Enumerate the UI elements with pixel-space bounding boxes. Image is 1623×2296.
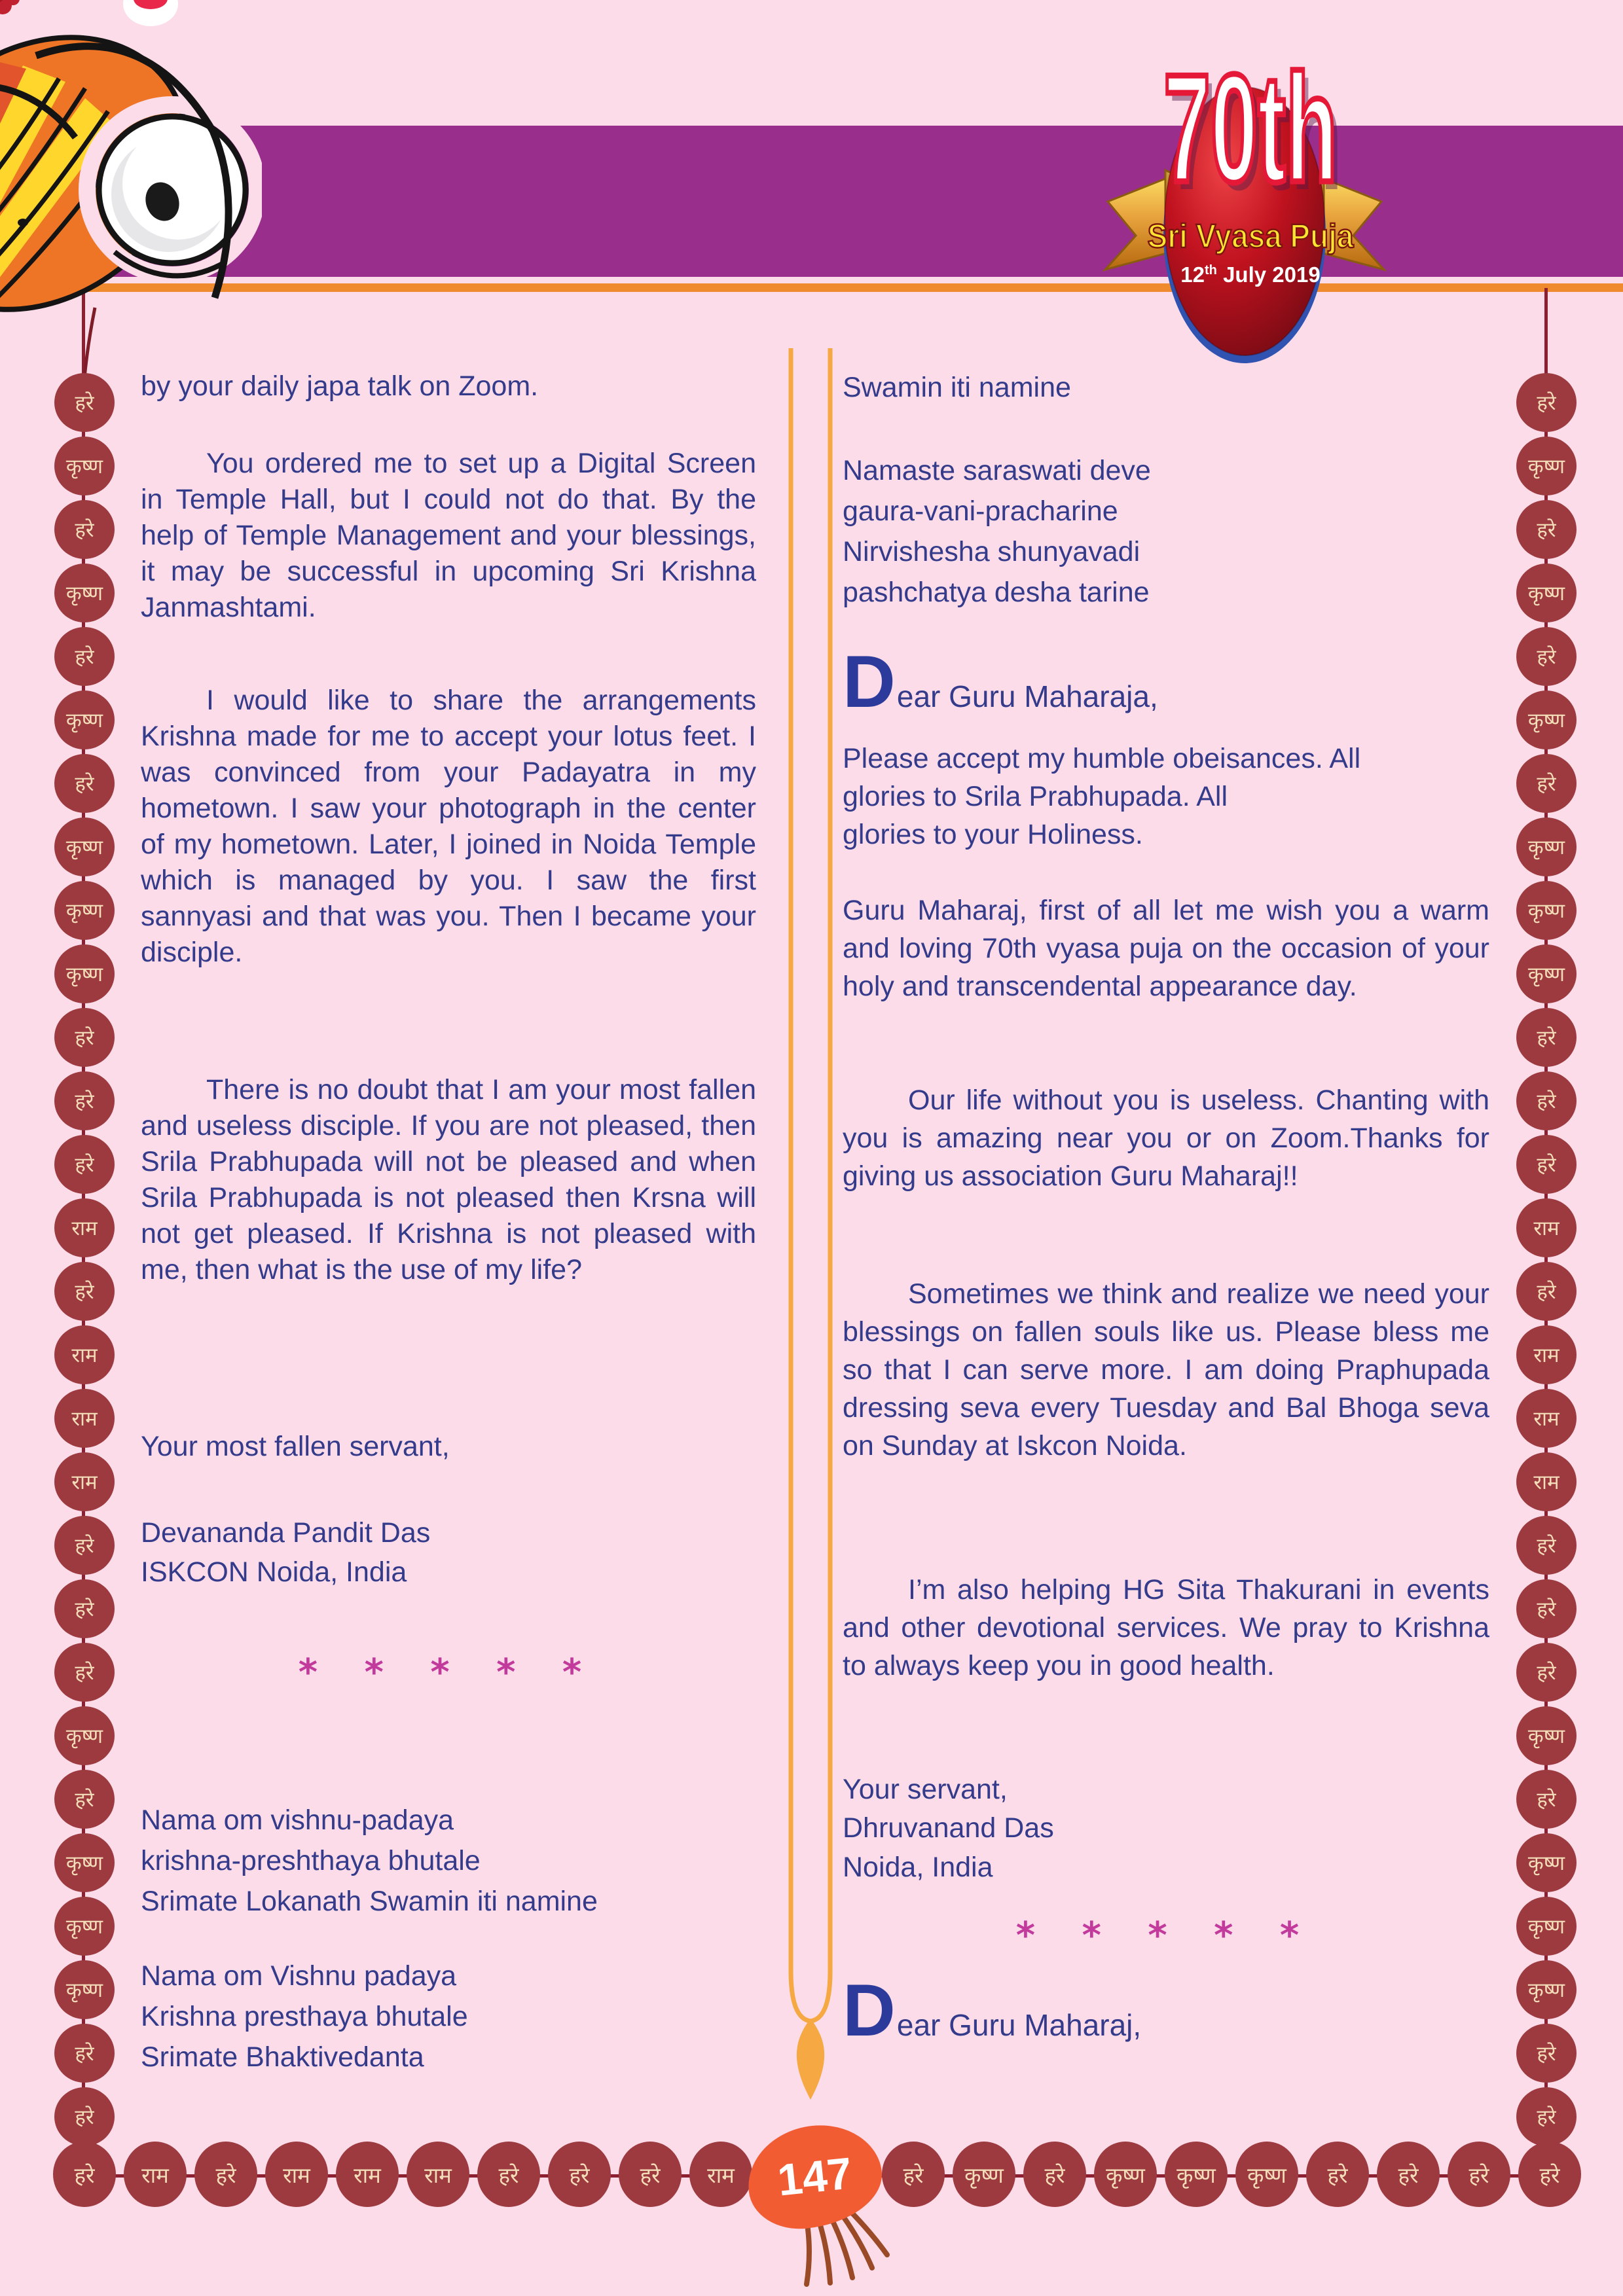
right-separator: * * * * * (1015, 1914, 1317, 1957)
mantra-bead: कृष्ण (1516, 881, 1577, 940)
bottom-right-bead-garland (882, 2142, 1581, 2207)
mantra-bead: कृष्ण (54, 1897, 115, 1956)
mantra-bead: कृष्ण (1094, 2142, 1157, 2207)
mantra-bead: कृष्ण (54, 944, 115, 1003)
right-paragraph-3: Our life without you is useless. Chanting with you is amazing near you or on Zoom.Thanks for giving us association Guru Maharaj!! (843, 1085, 1489, 1192)
mantra-bead: कृष्ण (1165, 2142, 1228, 2207)
mantra-bead: कृष्ण (54, 1960, 115, 2019)
mantra-bead: हरे (1306, 2142, 1369, 2207)
mantra-bead: हरे (1448, 2142, 1510, 2207)
left-bead-garland (54, 373, 115, 2146)
mantra-bead: हरे (477, 2142, 540, 2207)
signature-line: Devananda Pandit Das (141, 1517, 431, 1549)
mantra-line: Nama om Vishnu padaya (141, 1960, 457, 1992)
mantra-bead: हरे (1516, 754, 1577, 813)
mantra-bead: हरे (54, 2087, 115, 2146)
mantra-bead: हरे (54, 1516, 115, 1575)
mantra-bead: हरे (1516, 2087, 1577, 2146)
page-number: 147 (775, 2147, 854, 2206)
mantra-bead: हरे (1516, 1516, 1577, 1575)
paragraph-line: glories to Srila Prabhupada. All (843, 781, 1228, 812)
mantra-bead: कृष्ण (54, 564, 115, 622)
mantra-bead: हरे (54, 1008, 115, 1067)
mantra-bead: हरे (194, 2142, 257, 2207)
mantra-bead: हरे (54, 1071, 115, 1130)
mantra-bead: हरे (1516, 1770, 1577, 1829)
badge-subtitle: Sri Vyasa Puja (1147, 217, 1354, 255)
paragraph-line: glories to your Holiness. (843, 819, 1143, 850)
mantra-bead: हरे (548, 2142, 611, 2207)
mantra-bead: कृष्ण (54, 817, 115, 876)
corner-tuft-icon (0, 0, 27, 26)
mantra-bead: हरे (1516, 627, 1577, 686)
mantra-bead: हरे (1518, 2142, 1581, 2207)
mantra-bead: कृष्ण (1516, 944, 1577, 1003)
right-mantra-continued: Swamin iti namine (843, 372, 1071, 403)
mantra-line: krishna-preshthaya bhutale (141, 1845, 481, 1876)
mantra-bead: राम (54, 1198, 115, 1257)
mantra-bead: हरे (619, 2142, 682, 2207)
mantra-bead: राम (54, 1389, 115, 1448)
left-paragraph-3: There is no doubt that I am your most fallen and useless disciple. If you are not pleased, then Srila Prabhupada will not be pleased and when Srila Prabhupada is not pleased then Krsna will not get pleased. If Krishna is not pleased with me, then what is the use of my life? (141, 1074, 756, 1285)
mantra-bead: राम (336, 2142, 399, 2207)
left-mantra-1 (141, 1800, 756, 1922)
mantra-bead: कृष्ण (1235, 2142, 1298, 2207)
mantra-bead: हरे (54, 500, 115, 559)
column-divider-string-icon (776, 348, 845, 2109)
mantra-bead: राम (407, 2142, 469, 2207)
mantra-bead: कृष्ण (1516, 437, 1577, 495)
right-signature (843, 1808, 1489, 1887)
mantra-bead: हरे (1516, 1643, 1577, 1702)
left-signature (141, 1513, 756, 1592)
mantra-bead: हरे (54, 373, 115, 432)
mantra-bead: राम (54, 1452, 115, 1511)
dropcap-letter: D (843, 641, 897, 723)
mantra-line: Krishna presthaya bhutale (141, 2001, 468, 2032)
mantra-bead: हरे (1516, 500, 1577, 559)
right-paragraph-1 (843, 740, 1489, 853)
right-closing: Your servant, (843, 1774, 1008, 1805)
badge-date: 12th July 2019 (1180, 262, 1321, 287)
mantra-bead: हरे (1516, 373, 1577, 432)
mantra-bead: हरे (54, 1770, 115, 1829)
mantra-bead: हरे (1516, 1008, 1577, 1067)
mantra-bead: हरे (53, 2142, 116, 2207)
mantra-bead: कृष्ण (1516, 1897, 1577, 1956)
mantra-bead: हरे (1516, 1262, 1577, 1321)
mantra-bead: कृष्ण (54, 691, 115, 749)
mantra-bead: हरे (1516, 1135, 1577, 1194)
dropcap-letter: D (843, 1969, 897, 2051)
mantra-line: Srimate Lokanath Swamin iti namine (141, 1886, 598, 1917)
right-paragraph-2: Guru Maharaj, first of all let me wish you a warm and loving 70th vyasa puja on the occasion of your holy and transcendental appearance day. (843, 895, 1489, 1002)
lips-decoration-icon (121, 0, 180, 29)
mantra-bead: हरे (1023, 2142, 1086, 2207)
mantra-bead: राम (1516, 1325, 1577, 1384)
left-mantra-2 (141, 1956, 756, 2077)
mantra-bead: हरे (54, 754, 115, 813)
signature-line: Dhruvanand Das (843, 1812, 1054, 1844)
left-separator: * * * * * (298, 1651, 599, 1694)
mantra-bead: राम (689, 2142, 752, 2207)
mantra-bead: कृष्ण (1516, 691, 1577, 749)
mantra-line: Namaste saraswati deve (843, 455, 1151, 486)
mantra-bead: हरे (1516, 1071, 1577, 1130)
mantra-bead: राम (54, 1325, 115, 1384)
signature-line: Noida, India (843, 1852, 993, 1883)
right-salutation-2 (843, 1969, 1489, 2051)
mantra-bead: कृष्ण (1516, 1706, 1577, 1765)
salutation-text: ear Guru Maharaj, (896, 2008, 1142, 2042)
mantra-line: Srimate Bhaktivedanta (141, 2041, 424, 2073)
left-closing: Your most fallen servant, (141, 1431, 450, 1462)
mantra-bead: हरे (882, 2142, 945, 2207)
mantra-bead: कृष्ण (1516, 564, 1577, 622)
mantra-bead: कृष्ण (54, 881, 115, 940)
left-paragraph-1: You ordered me to set up a Digital Screen in Temple Hall, but I could not do that. By the help of Temple Management and your blessings, it may be successful in upcoming Sri Krishna Janmashtami. (141, 448, 756, 623)
mantra-bead: राम (124, 2142, 187, 2207)
mantra-bead: कृष्ण (1516, 817, 1577, 876)
mantra-bead: हरे (54, 1643, 115, 1702)
left-paragraph-2: I would like to share the arrangements Krishna made for me to accept your lotus feet. I was convinced from your Padayatra in my hometown. I saw your photograph in the center of my hometown. Later, I joined in Noida Temple which is managed by you. I saw the first sannyasi and that was you. Then I became your disciple. (141, 685, 756, 968)
mantra-line: Nirvishesha shunyavadi (843, 536, 1140, 567)
mantra-bead: हरे (54, 627, 115, 686)
mantra-bead: हरे (1516, 1579, 1577, 1638)
mantra-bead: हरे (54, 1579, 115, 1638)
mantra-bead: हरे (1516, 2024, 1577, 2083)
mantra-bead: राम (1516, 1389, 1577, 1448)
right-paragraph-4: Sometimes we think and realize we need your blessings on fallen souls like us. Please bless me so that I can serve more. I am doing Praphupada dressing seva every Tuesday and Bal Bhoga seva on Sunday at Iskcon Noida. (843, 1278, 1489, 1462)
salutation-text: ear Guru Maharaja, (896, 679, 1158, 713)
mantra-line: pashchatya desha tarine (843, 577, 1150, 608)
right-paragraph-5: I’m also helping HG Sita Thakurani in events and other devotional services. We pray to Krishna to always keep you in good health. (843, 1574, 1489, 1681)
mantra-bead: कृष्ण (1516, 1960, 1577, 2019)
right-mantra-3 (843, 450, 1489, 613)
bottom-left-bead-garland (53, 2142, 752, 2207)
mantra-line: Nama om vishnu-padaya (141, 1804, 454, 1836)
signature-line: ISKCON Noida, India (141, 1556, 407, 1588)
mantra-bead: हरे (54, 1135, 115, 1194)
mantra-line: gaura-vani-pracharine (843, 495, 1118, 527)
mantra-bead: कृष्ण (1516, 1833, 1577, 1892)
paragraph-line: Please accept my humble obeisances. All (843, 743, 1361, 774)
badge-title: 70th (1163, 42, 1338, 214)
mantra-bead: राम (1516, 1452, 1577, 1511)
mantra-bead: कृष्ण (54, 1833, 115, 1892)
mantra-bead: कृष्ण (953, 2142, 1015, 2207)
mantra-bead: राम (265, 2142, 328, 2207)
right-bead-garland (1516, 373, 1577, 2146)
mantra-bead: कृष्ण (54, 1706, 115, 1765)
right-salutation-1 (843, 641, 1489, 723)
mantra-bead: कृष्ण (54, 437, 115, 495)
mridanga-drum-icon (0, 26, 262, 380)
mantra-bead: हरे (54, 1262, 115, 1321)
mantra-bead: हरे (1377, 2142, 1440, 2207)
mantra-bead: हरे (54, 2024, 115, 2083)
mantra-bead: राम (1516, 1198, 1577, 1257)
right-closing-block (843, 1770, 1489, 1887)
left-intro-line: by your daily japa talk on Zoom. (141, 370, 539, 402)
